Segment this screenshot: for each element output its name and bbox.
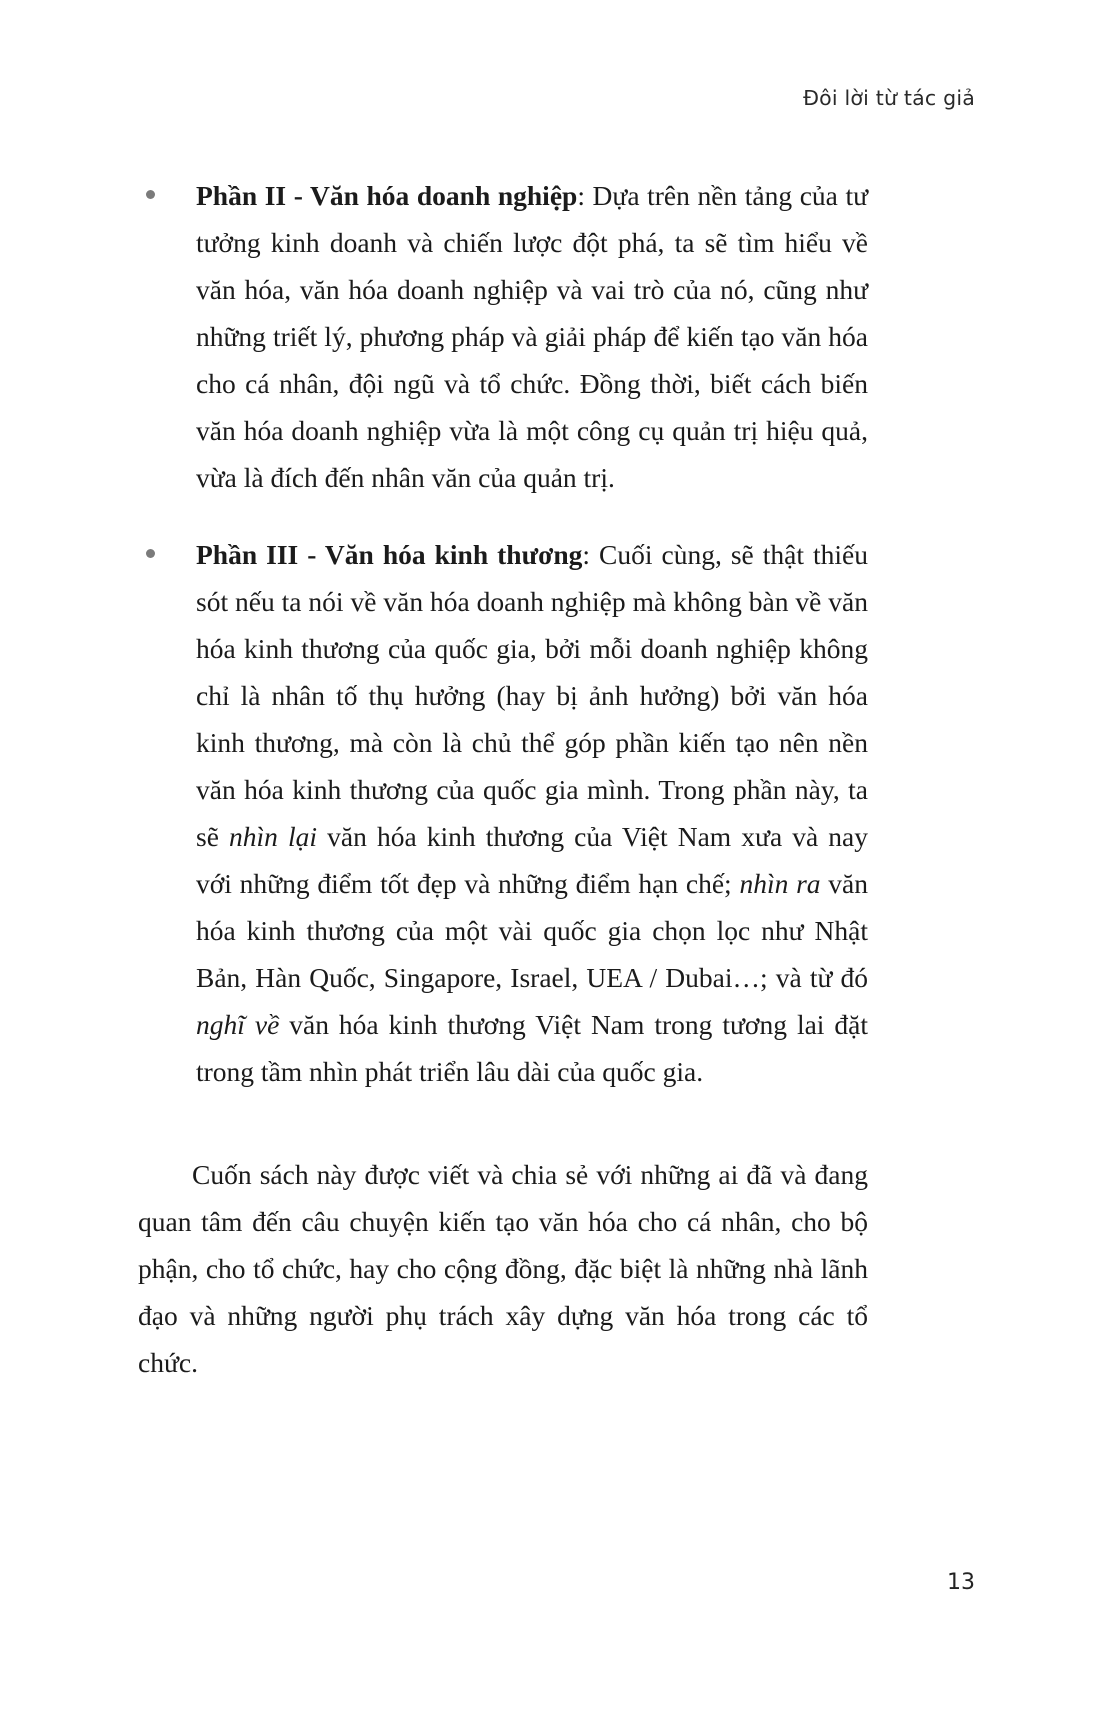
bullet-paragraph-2 <box>196 531 868 1095</box>
bullet-dot-icon <box>146 549 155 558</box>
page-number: 13 <box>947 1570 975 1595</box>
page-content <box>138 172 868 1386</box>
list-item <box>138 531 868 1095</box>
bullet-body-2-seg-3: nhìn ra <box>739 868 821 899</box>
bullet-body-1: : Dựa trên nền tảng của tư tưởng kinh doanh và chiến lược đột phá, ta sẽ tìm hiểu về văn hóa, văn hóa doanh nghiệp và vai trò của nó, cũng như những triết lý, phương pháp và giải pháp để kiến tạo văn hóa cho cá nhân, đội ngũ và tổ chức. Đồng thời, biết cách biến văn hóa doanh nghiệp vừa là một công cụ quản trị hiệu quả, vừa là đích đến nhân văn của quản trị. <box>196 180 869 493</box>
bullet-lead-in-1: Phần II - Văn hóa doanh nghiệp <box>196 180 578 211</box>
bullet-body-2-seg-0: : Cuối cùng, sẽ thật thiếu sót nếu ta nói về văn hóa doanh nghiệp mà không bàn về văn hóa kinh thương của quốc gia, bởi mỗi doanh nghiệp không chỉ là nhân tố thụ hưởng (hay bị ảnh hưởng) bởi văn hóa kinh thương, mà còn là chủ thể góp phần kiến tạo nên nền văn hóa kinh thương của quốc gia mình. Trong phần này, ta sẽ <box>196 539 868 852</box>
bullet-body-2-seg-6: văn hóa kinh thương Việt Nam trong tương lai đặt trong tầm nhìn phát triển lâu dài của quốc gia. <box>196 1009 868 1087</box>
bullet-body-2-seg-1: nhìn lại <box>229 821 318 852</box>
bullet-body-2-seg-5: nghĩ về <box>196 1009 280 1040</box>
bullet-dot-icon <box>146 190 155 199</box>
list-item <box>138 172 868 501</box>
bullet-lead-in-2: Phần III - Văn hóa kinh thương <box>196 539 583 570</box>
bullet-body-2-seg-2: văn hóa kinh thương của Việt Nam xưa và nay với những điểm tốt đẹp và những điểm hạn chế; <box>196 821 869 899</box>
closing-paragraph: Cuốn sách này được viết và chia sẻ với những ai đã và đang quan tâm đến câu chuyện kiến tạo văn hóa cho cá nhân, cho bộ phận, cho tổ chức, hay cho cộng đồng, đặc biệt là những nhà lãnh đạo và những người phụ trách xây dựng văn hóa trong các tổ chức. <box>138 1159 868 1378</box>
bullet-body-2-seg-4: văn hóa kinh thương của một vài quốc gia chọn lọc như Nhật Bản, Hàn Quốc, Singapore, Israel, UEA / Dubai…; và từ đó <box>196 868 868 993</box>
running-header: Đôi lời từ tác giả <box>803 86 975 110</box>
bullet-paragraph-1 <box>196 172 868 501</box>
